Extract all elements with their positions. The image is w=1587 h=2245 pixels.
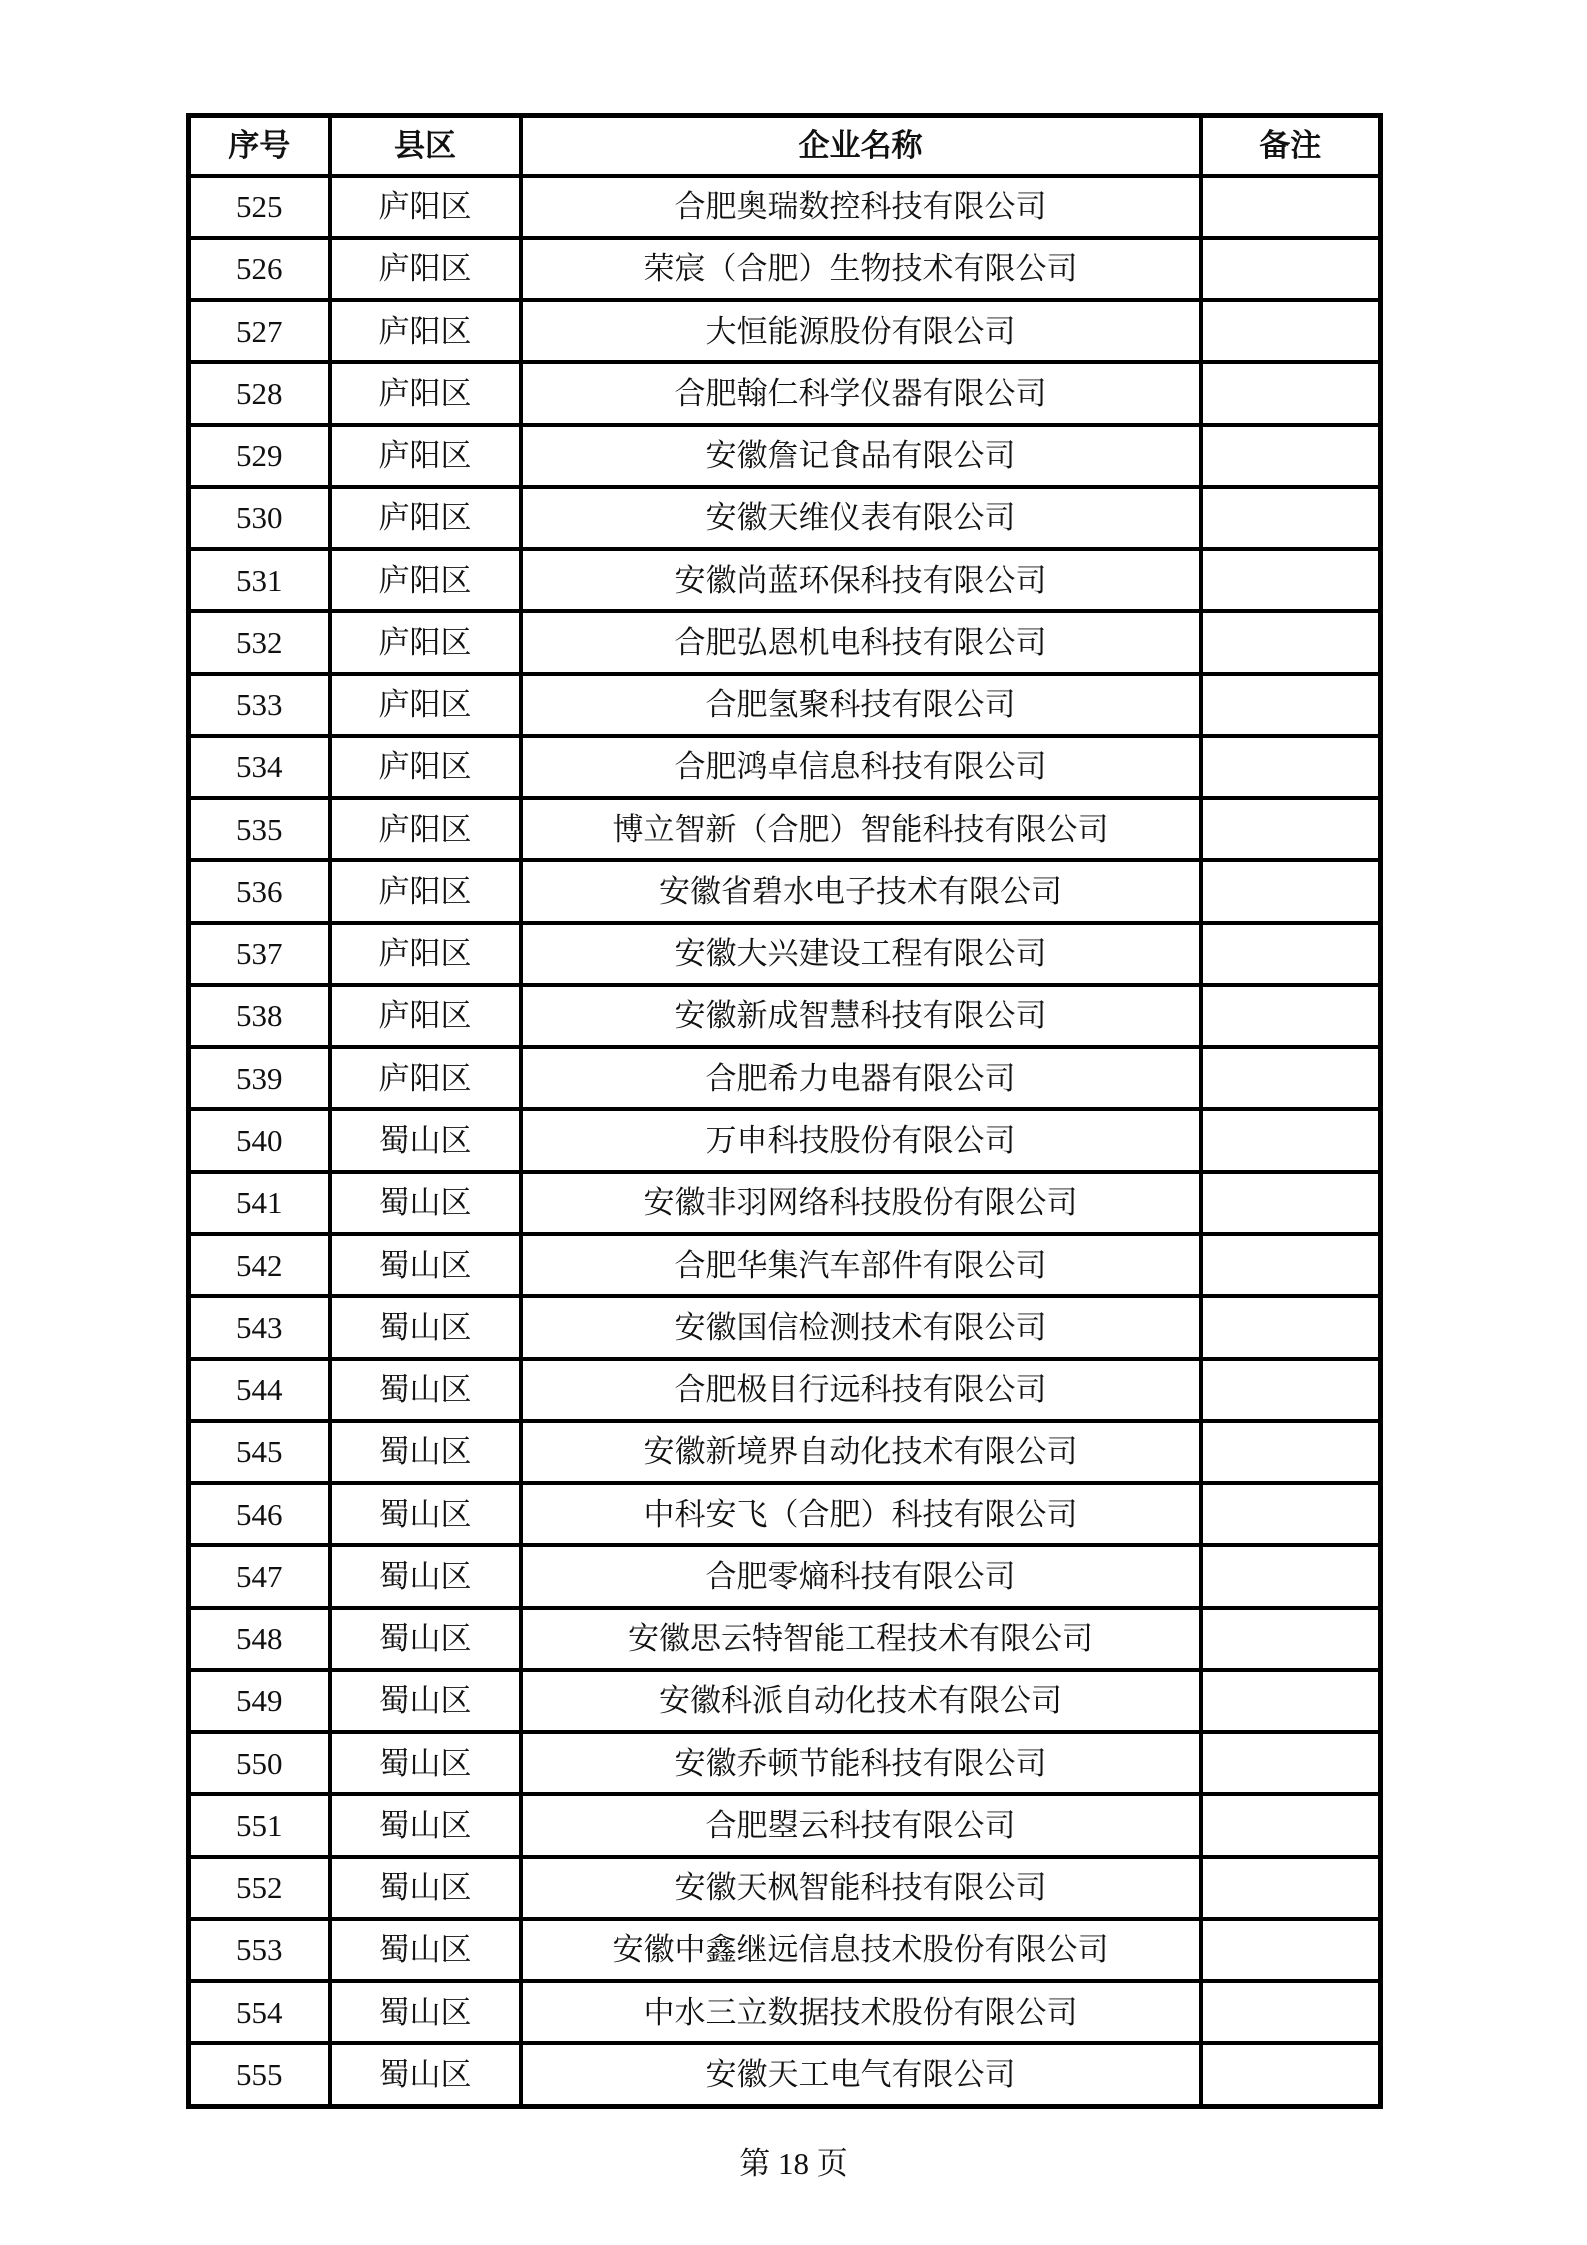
- serial-cell: 547: [189, 1545, 330, 1607]
- table-row: [189, 1919, 1381, 1981]
- table-row: [189, 1608, 1381, 1670]
- district-cell: 蜀山区: [330, 1545, 521, 1607]
- district-cell: 蜀山区: [330, 1608, 521, 1670]
- company-cell: 安徽新境界自动化技术有限公司: [521, 1421, 1201, 1483]
- table-row: [189, 1670, 1381, 1732]
- table-row: [189, 300, 1381, 362]
- serial-cell: 527: [189, 300, 330, 362]
- serial-cell: 543: [189, 1296, 330, 1358]
- table-row: [189, 238, 1381, 300]
- remark-cell: [1201, 1047, 1381, 1109]
- serial-cell: 550: [189, 1732, 330, 1794]
- district-cell: 蜀山区: [330, 1670, 521, 1732]
- company-cell: 合肥氢聚科技有限公司: [521, 674, 1201, 736]
- district-cell: 庐阳区: [330, 238, 521, 300]
- remark-cell: [1201, 923, 1381, 985]
- serial-cell: 534: [189, 736, 330, 798]
- district-cell: 蜀山区: [330, 1981, 521, 2043]
- remark-cell: [1201, 1732, 1381, 1794]
- district-cell: 蜀山区: [330, 1857, 521, 1919]
- company-cell: 安徽省碧水电子技术有限公司: [521, 860, 1201, 922]
- serial-cell: 536: [189, 860, 330, 922]
- serial-cell: 528: [189, 362, 330, 424]
- serial-cell: 531: [189, 549, 330, 611]
- serial-cell: 549: [189, 1670, 330, 1732]
- remark-cell: [1201, 1670, 1381, 1732]
- table-row: [189, 798, 1381, 860]
- serial-cell: 545: [189, 1421, 330, 1483]
- remark-cell: [1201, 1421, 1381, 1483]
- remark-cell: [1201, 362, 1381, 424]
- district-cell: 庐阳区: [330, 674, 521, 736]
- table-row: [189, 985, 1381, 1047]
- company-cell: 安徽科派自动化技术有限公司: [521, 1670, 1201, 1732]
- district-cell: 庐阳区: [330, 923, 521, 985]
- company-cell: 中水三立数据技术股份有限公司: [521, 1981, 1201, 2043]
- remark-cell: [1201, 1981, 1381, 2043]
- remark-cell: [1201, 300, 1381, 362]
- remark-cell: [1201, 425, 1381, 487]
- district-cell: 蜀山区: [330, 1359, 521, 1421]
- district-cell: 蜀山区: [330, 1172, 521, 1234]
- company-cell: 博立智新（合肥）智能科技有限公司: [521, 798, 1201, 860]
- table-header: [189, 116, 1381, 176]
- company-cell: 荣宸（合肥）生物技术有限公司: [521, 238, 1201, 300]
- district-cell: 蜀山区: [330, 1109, 521, 1171]
- serial-cell: 553: [189, 1919, 330, 1981]
- district-cell: 蜀山区: [330, 2043, 521, 2106]
- remark-cell: [1201, 1545, 1381, 1607]
- company-cell: 安徽詹记食品有限公司: [521, 425, 1201, 487]
- remark-cell: [1201, 1234, 1381, 1296]
- district-cell: 庐阳区: [330, 860, 521, 922]
- district-cell: 庐阳区: [330, 611, 521, 673]
- remark-cell: [1201, 798, 1381, 860]
- company-cell: 合肥曌云科技有限公司: [521, 1794, 1201, 1856]
- table-row: [189, 487, 1381, 549]
- header-row: [189, 116, 1381, 176]
- company-cell: 安徽思云特智能工程技术有限公司: [521, 1608, 1201, 1670]
- district-cell: 蜀山区: [330, 1732, 521, 1794]
- serial-cell: 529: [189, 425, 330, 487]
- district-cell: 蜀山区: [330, 1919, 521, 1981]
- remark-cell: [1201, 1794, 1381, 1856]
- company-cell: 合肥极目行远科技有限公司: [521, 1359, 1201, 1421]
- remark-cell: [1201, 1109, 1381, 1171]
- serial-cell: 538: [189, 985, 330, 1047]
- table-row: [189, 1732, 1381, 1794]
- serial-cell: 532: [189, 611, 330, 673]
- district-cell: 庐阳区: [330, 736, 521, 798]
- company-cell: 安徽非羽网络科技股份有限公司: [521, 1172, 1201, 1234]
- table-row: [189, 1047, 1381, 1109]
- district-cell: 庐阳区: [330, 362, 521, 424]
- table-row: [189, 736, 1381, 798]
- remark-cell: [1201, 176, 1381, 238]
- district-cell: 蜀山区: [330, 1296, 521, 1358]
- serial-cell: 540: [189, 1109, 330, 1171]
- serial-cell: 526: [189, 238, 330, 300]
- serial-cell: 539: [189, 1047, 330, 1109]
- company-cell: 大恒能源股份有限公司: [521, 300, 1201, 362]
- serial-cell: 551: [189, 1794, 330, 1856]
- table-row: [189, 176, 1381, 238]
- district-cell: 蜀山区: [330, 1483, 521, 1545]
- serial-cell: 544: [189, 1359, 330, 1421]
- table-row: [189, 1359, 1381, 1421]
- table-row: [189, 923, 1381, 985]
- table-row: [189, 549, 1381, 611]
- enterprise-table: [186, 113, 1383, 2109]
- serial-cell: 537: [189, 923, 330, 985]
- table-row: [189, 611, 1381, 673]
- company-cell: 安徽新成智慧科技有限公司: [521, 985, 1201, 1047]
- remark-cell: [1201, 2043, 1381, 2106]
- company-cell: 合肥奥瑞数控科技有限公司: [521, 176, 1201, 238]
- serial-cell: 548: [189, 1608, 330, 1670]
- table-row: [189, 1172, 1381, 1234]
- table-row: [189, 362, 1381, 424]
- table-row: [189, 1234, 1381, 1296]
- serial-cell: 546: [189, 1483, 330, 1545]
- remark-cell: [1201, 1919, 1381, 1981]
- remark-cell: [1201, 1296, 1381, 1358]
- company-cell: 安徽天枫智能科技有限公司: [521, 1857, 1201, 1919]
- serial-cell: 525: [189, 176, 330, 238]
- district-cell: 蜀山区: [330, 1421, 521, 1483]
- district-cell: 庐阳区: [330, 1047, 521, 1109]
- header-serial: 序号: [189, 116, 330, 176]
- serial-cell: 530: [189, 487, 330, 549]
- remark-cell: [1201, 611, 1381, 673]
- company-cell: 安徽中鑫继远信息技术股份有限公司: [521, 1919, 1201, 1981]
- table-row: [189, 1296, 1381, 1358]
- district-cell: 蜀山区: [330, 1794, 521, 1856]
- remark-cell: [1201, 736, 1381, 798]
- district-cell: 庐阳区: [330, 300, 521, 362]
- header-remark: 备注: [1201, 116, 1381, 176]
- district-cell: 蜀山区: [330, 1234, 521, 1296]
- remark-cell: [1201, 238, 1381, 300]
- table-row: [189, 1857, 1381, 1919]
- company-cell: 安徽天工电气有限公司: [521, 2043, 1201, 2106]
- company-cell: 合肥弘恩机电科技有限公司: [521, 611, 1201, 673]
- header-district: 县区: [330, 116, 521, 176]
- remark-cell: [1201, 487, 1381, 549]
- remark-cell: [1201, 1483, 1381, 1545]
- table-row: [189, 1421, 1381, 1483]
- page-number: 第 18 页: [739, 2146, 848, 2181]
- table-row: [189, 1483, 1381, 1545]
- table-row: [189, 860, 1381, 922]
- remark-cell: [1201, 1857, 1381, 1919]
- district-cell: 庐阳区: [330, 985, 521, 1047]
- table-row: [189, 425, 1381, 487]
- table-row: [189, 1794, 1381, 1856]
- serial-cell: 535: [189, 798, 330, 860]
- table-row: [189, 1545, 1381, 1607]
- district-cell: 庐阳区: [330, 487, 521, 549]
- remark-cell: [1201, 1359, 1381, 1421]
- district-cell: 庐阳区: [330, 798, 521, 860]
- table-row: [189, 2043, 1381, 2106]
- table-row: [189, 1981, 1381, 2043]
- company-cell: 合肥华集汽车部件有限公司: [521, 1234, 1201, 1296]
- remark-cell: [1201, 860, 1381, 922]
- serial-cell: 542: [189, 1234, 330, 1296]
- serial-cell: 555: [189, 2043, 330, 2106]
- serial-cell: 552: [189, 1857, 330, 1919]
- table-row: [189, 1109, 1381, 1171]
- district-cell: 庐阳区: [330, 176, 521, 238]
- remark-cell: [1201, 1608, 1381, 1670]
- company-cell: 合肥翰仁科学仪器有限公司: [521, 362, 1201, 424]
- remark-cell: [1201, 1172, 1381, 1234]
- district-cell: 庐阳区: [330, 549, 521, 611]
- company-cell: 合肥鸿卓信息科技有限公司: [521, 736, 1201, 798]
- header-company: 企业名称: [521, 116, 1201, 176]
- remark-cell: [1201, 549, 1381, 611]
- company-cell: 万申科技股份有限公司: [521, 1109, 1201, 1171]
- serial-cell: 533: [189, 674, 330, 736]
- remark-cell: [1201, 985, 1381, 1047]
- serial-cell: 541: [189, 1172, 330, 1234]
- company-cell: 合肥希力电器有限公司: [521, 1047, 1201, 1109]
- district-cell: 庐阳区: [330, 425, 521, 487]
- company-cell: 中科安飞（合肥）科技有限公司: [521, 1483, 1201, 1545]
- serial-cell: 554: [189, 1981, 330, 2043]
- company-cell: 安徽国信检测技术有限公司: [521, 1296, 1201, 1358]
- company-cell: 安徽天维仪表有限公司: [521, 487, 1201, 549]
- remark-cell: [1201, 674, 1381, 736]
- table-row: [189, 674, 1381, 736]
- company-cell: 合肥零熵科技有限公司: [521, 1545, 1201, 1607]
- table-body: [189, 176, 1381, 2107]
- company-cell: 安徽尚蓝环保科技有限公司: [521, 549, 1201, 611]
- company-cell: 安徽大兴建设工程有限公司: [521, 923, 1201, 985]
- company-cell: 安徽乔顿节能科技有限公司: [521, 1732, 1201, 1794]
